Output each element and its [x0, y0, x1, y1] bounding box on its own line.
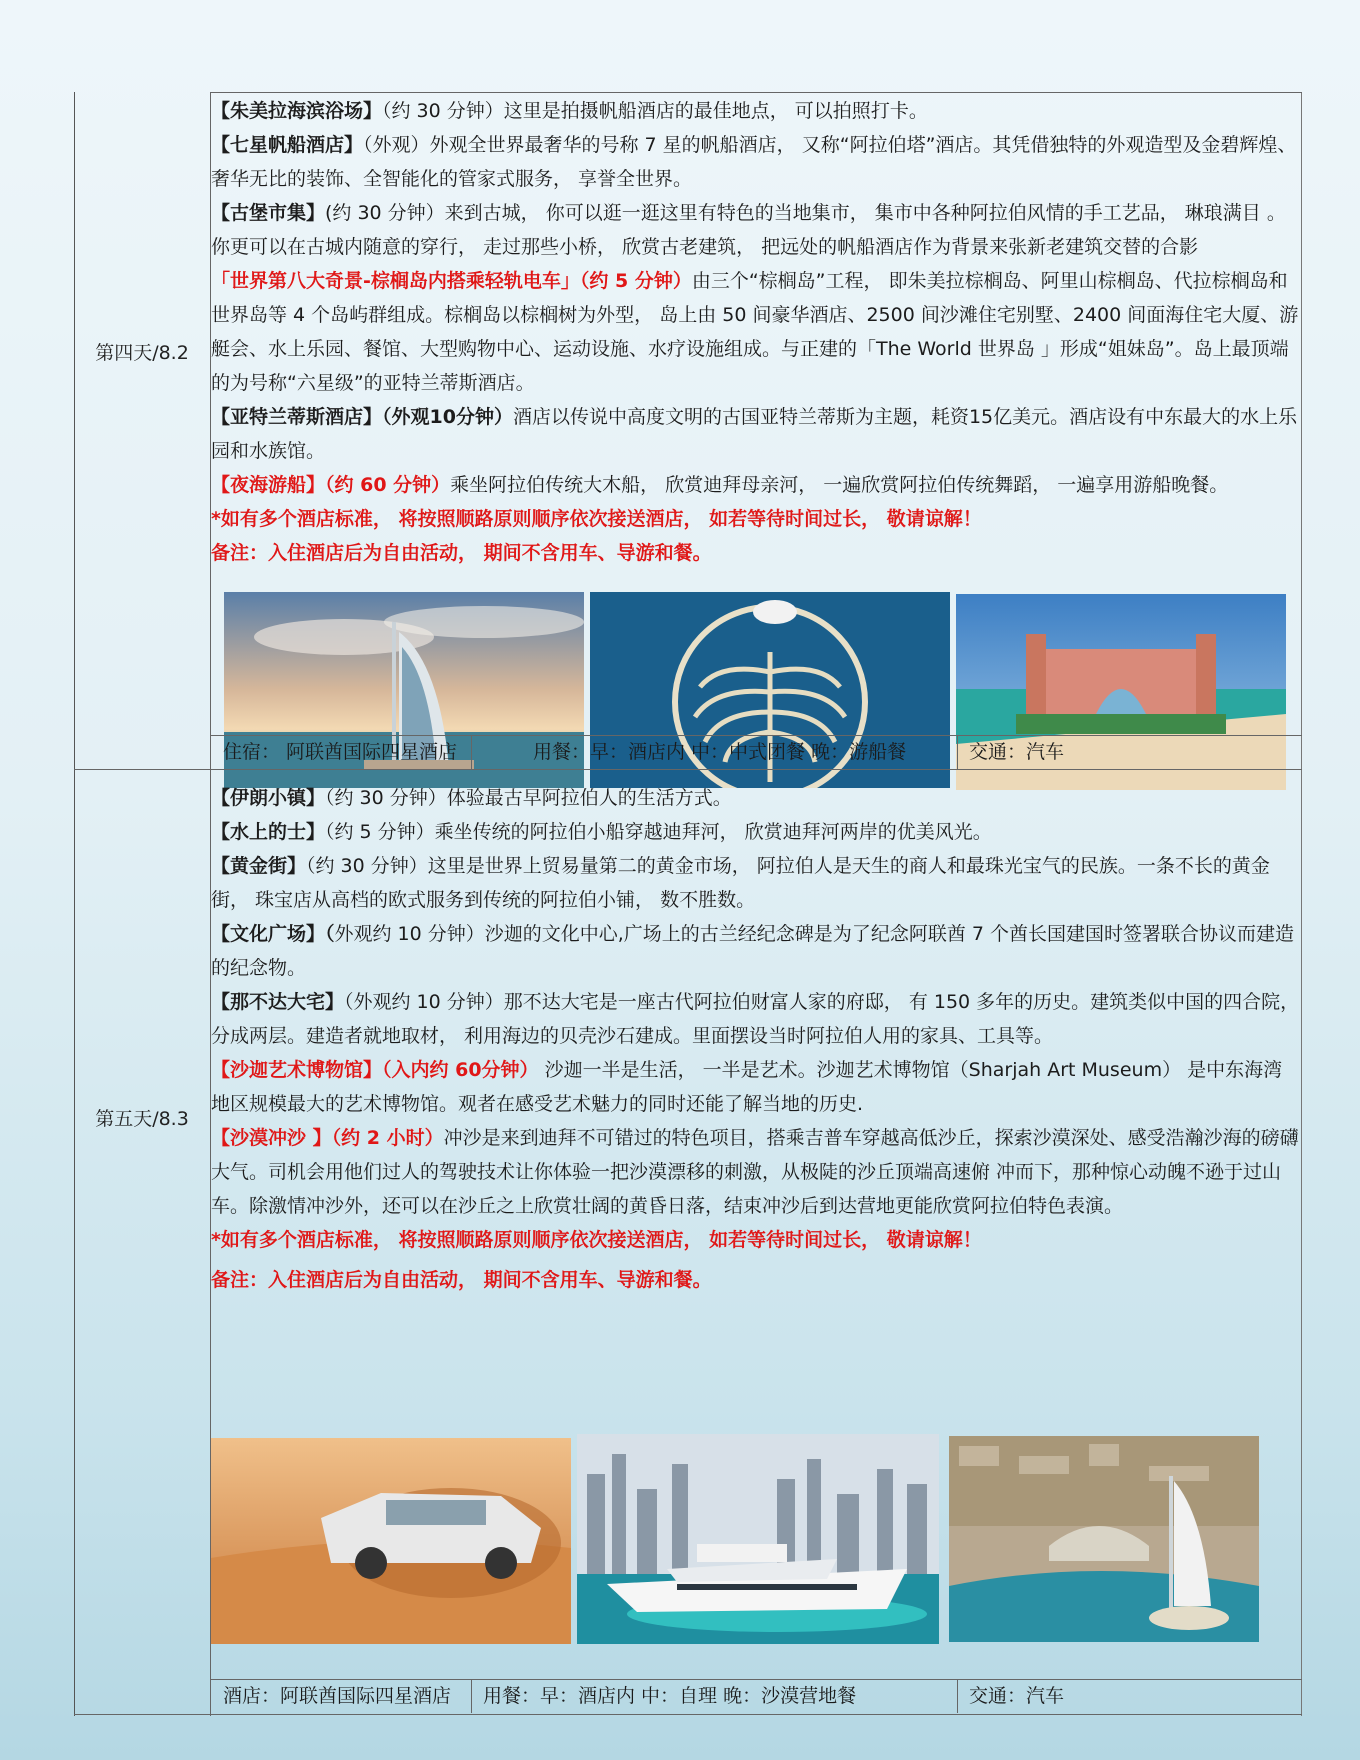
- jumeirah-aerial-photo: [949, 1436, 1259, 1642]
- day5-meals: 用餐：早：酒店内 中：自理 晚：沙漠营地餐: [483, 1685, 857, 1707]
- day5-remark: 备注：入住酒店后为自由活动， 期间不含用车、导游和餐。: [211, 1269, 712, 1291]
- day5-item-culture-square: 【文化广场】（外观约 10 分钟）沙迦的文化中心,广场上的古兰经纪念碑是为了纪念阿联酋 7 个酋长国建国时签署联合协议而建造的纪念物。: [211, 923, 1294, 979]
- day-separator: [74, 769, 1302, 770]
- day5-content: [211, 781, 1301, 1297]
- day5-label: 第五天/8.3: [95, 1108, 189, 1130]
- day5-item-bastakiya: 【伊朗小镇】（约 30 分钟）体验最古早阿拉伯人的生活方式。: [211, 787, 732, 809]
- day5-photo-strip: [211, 1434, 1259, 1644]
- day4-stay: 住宿： 阿联酋国际四星酒店: [223, 741, 458, 763]
- day4-content: [211, 94, 1301, 570]
- day4-item-beach: 【朱美拉海滨浴场】（约 30 分钟）这里是拍摄帆船酒店的最佳地点， 可以拍照打卡。: [211, 100, 928, 122]
- day5-transport: 交通：汽车: [969, 1685, 1065, 1707]
- day5-footer: [211, 1680, 1301, 1713]
- itinerary-table: [74, 92, 1302, 1716]
- day5-stay: 酒店：阿联酋国际四星酒店: [223, 1685, 452, 1707]
- day4-remark: 备注：入住酒店后为自由活动， 期间不含用车、导游和餐。: [211, 542, 712, 564]
- day4-transport: 交通：汽车: [969, 741, 1065, 763]
- day5-item-al-naboodah: 【那不达大宅】（外观约 10 分钟）那不达大宅是一座古代阿拉伯财富人家的府邸， 有 150 多年的历史。建筑类似中国的四合院， 分成两层。建造者就地取材， 利用海边的贝壳沙石建成。里面摆设当时阿拉伯人用的家具、工具等。: [211, 991, 1300, 1047]
- table-left-border: [74, 92, 75, 1716]
- day5-item-desert-safari: 【沙漠冲沙 】（约 2 小时）冲沙是来到迪拜不可错过的特色项目，搭乘吉普车穿越高低沙丘，探索沙漠深处、感受浩瀚沙海的磅礴大气。司机会用他们过人的驾驶技术让你体验一把沙漠漂移的刺激，从极陡的沙丘顶端高速俯 冲而下，那种惊心动魄不逊于过山车。除激情冲沙外，还可以在沙丘之上欣赏壮阔的黄昏日落，结束冲沙后到达营地更能欣赏阿拉伯特色表演。: [211, 1127, 1299, 1217]
- day4-hotel-note: *如有多个酒店标准， 将按照顺路原则顺序依次接送酒店， 如若等待时间过长， 敬请谅解！: [211, 508, 982, 530]
- day4-footer: [211, 736, 1301, 769]
- dubai-marina-yacht-photo: [577, 1434, 939, 1644]
- day5-item-abra: 【水上的士】（约 5 分钟）乘坐传统的阿拉伯小船穿越迪拜河， 欣赏迪拜河两岸的优美风光。: [211, 821, 992, 843]
- day4-item-atlantis: 【亚特兰蒂斯酒店】（外观10分钟）酒店以传说中高度文明的古国亚特兰蒂斯为主题，耗资15亿美元。酒店设有中东最大的水上乐园和水族馆。: [211, 406, 1298, 462]
- day4-item-souk: 【古堡市集】(约 30 分钟）来到古城， 你可以逛一逛这里有特色的当地集市， 集市中各种阿拉伯风情的手工艺品， 琳琅满目 。你更可以在古城内随意的穿行， 走过那些小桥， 欣赏古老建筑， 把远处的帆船酒店作为背景来张新老建筑交替的合影: [211, 202, 1286, 258]
- day4-item-burj-al-arab: 【七星帆船酒店】（外观）外观全世界最奢华的号称 7 星的帆船酒店， 又称“阿拉伯塔”酒店。其凭借独特的外观造型及金碧辉煌、奢华无比的装饰、全智能化的管家式服务， 享誉全世界。: [211, 134, 1297, 190]
- day4-item-palm: 「世界第八大奇景-棕榈岛内搭乘轻轨电车」（约 5 分钟）由三个“棕榈岛”工程， 即朱美拉棕榈岛、阿里山棕榈岛、代拉棕榈岛和世界岛等 4 个岛屿群组成。棕榈岛以棕榈树为外型， 岛上由 50 间豪华酒店、2500 间沙滩住宅别墅、2400 间面海住宅大厦、游艇会、水上乐园、餐馆、大型购物中心、运动设施、水疗设施组成。与正建的「The World 世界岛 」形成“姐妹岛”。岛上最顶端的为号称“六星级”的亚特兰蒂斯酒店。: [211, 270, 1299, 394]
- day5-hotel-note: *如有多个酒店标准， 将按照顺路原则顺序依次接送酒店， 如若等待时间过长， 敬请谅解！: [211, 1229, 982, 1251]
- day4-label: 第四天/8.2: [95, 342, 189, 364]
- table-bottom-border: [74, 1714, 1302, 1715]
- table-right-border: [1301, 92, 1302, 1716]
- day4-meals: 用餐：早：酒店内 中：中式团餐 晚：游船餐: [533, 741, 907, 763]
- day5-item-gold-souk: 【黄金街】（约 30 分钟）这里是世界上贸易量第二的黄金市场， 阿拉伯人是天生的商人和最珠光宝气的民族。一条不长的黄金街， 珠宝店从高档的欧式服务到传统的阿拉伯小铺， 数不胜数。: [211, 855, 1270, 911]
- day4-item-dhow-cruise: 【夜海游船】（约 60 分钟）乘坐阿拉伯传统大木船， 欣赏迪拜母亲河， 一遍欣赏阿拉伯传统舞蹈， 一遍享用游船晚餐。: [211, 474, 1229, 496]
- table-top-border: [210, 92, 1302, 93]
- desert-safari-photo: [211, 1438, 571, 1644]
- day5-item-art-museum: 【沙迦艺术博物馆】（入内约 60分钟） 沙迦一半是生活， 一半是艺术。沙迦艺术博物馆（Sharjah Art Museum） 是中东海湾地区规模最大的艺术博物馆。观者在感受艺术魅力的同时还能了解当地的历史.: [211, 1059, 1283, 1115]
